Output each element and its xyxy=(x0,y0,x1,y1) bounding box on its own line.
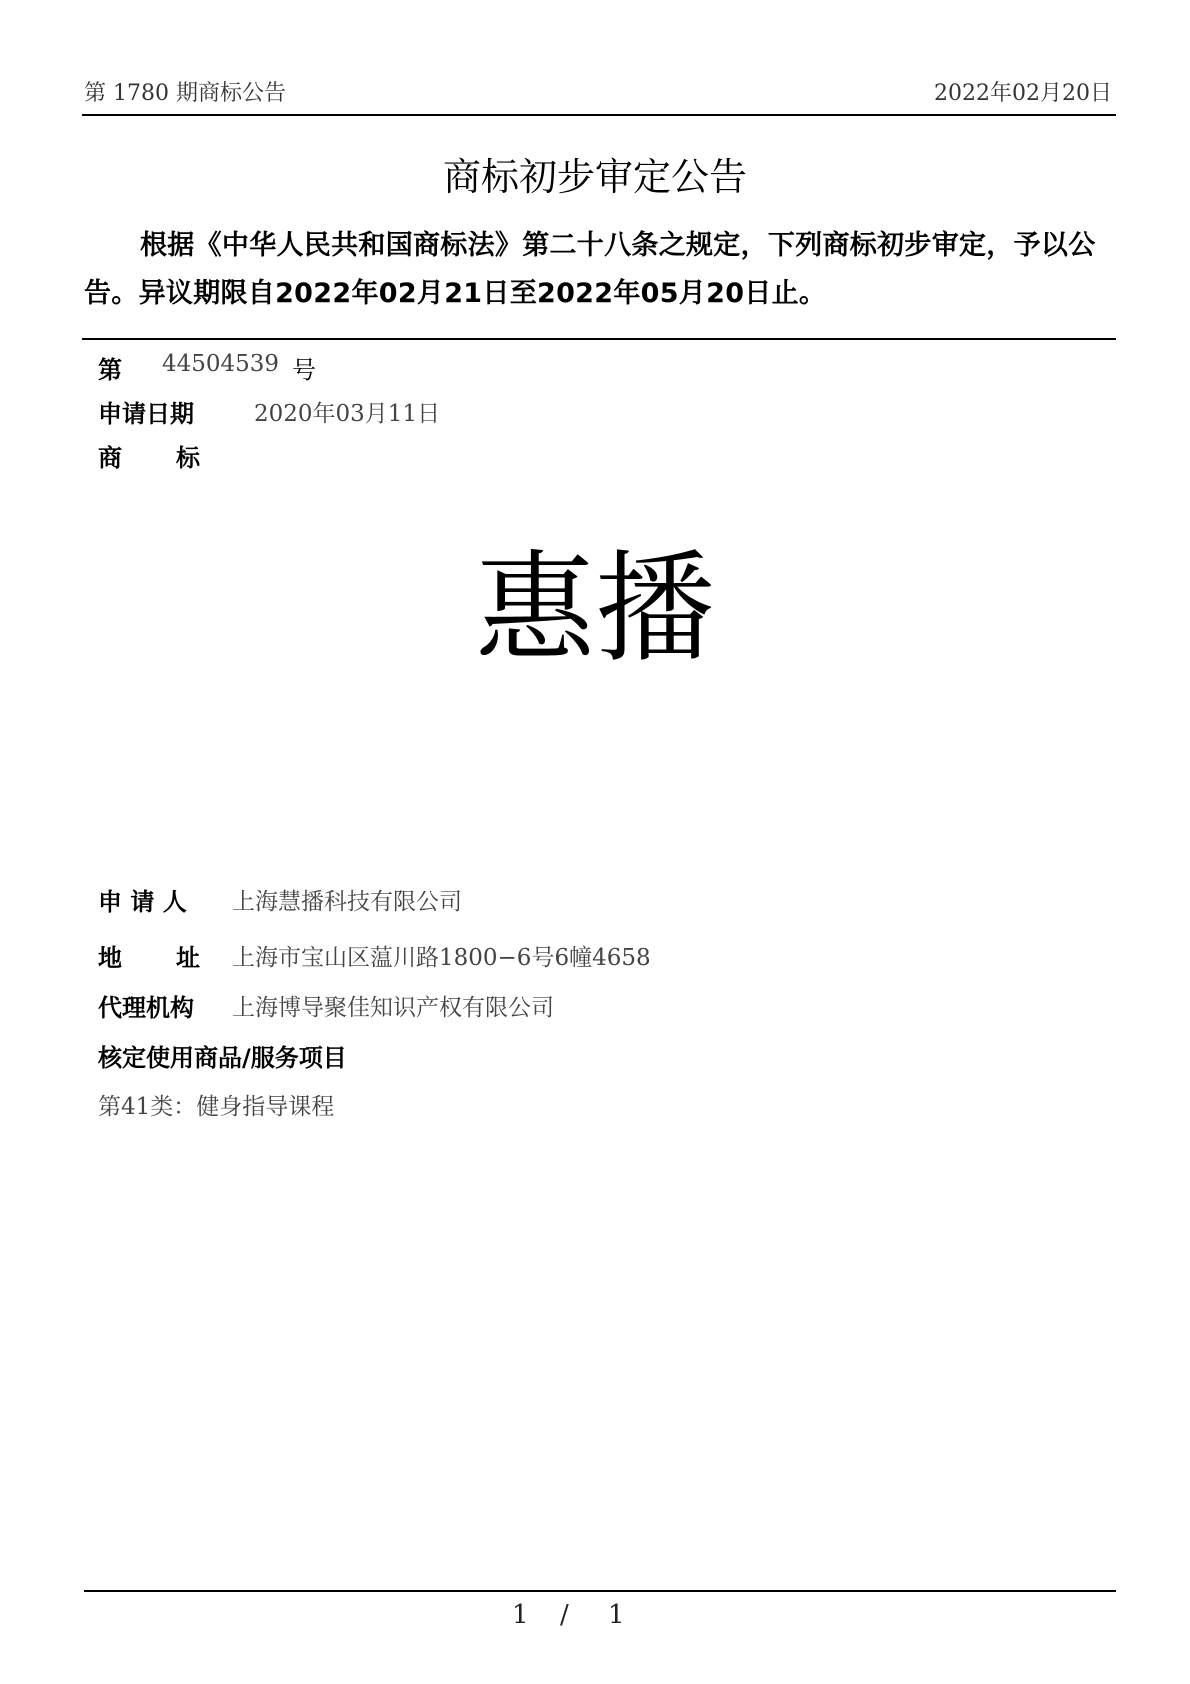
registration-number-prefix: 第 xyxy=(98,356,122,384)
section-divider xyxy=(82,338,1116,340)
agency-name: 上海博导聚佳知识产权有限公司 xyxy=(232,995,554,1021)
intro-paragraph: 根据《中华人民共和国商标法》第二十八条之规定，下列商标初步审定，予以公告。异议期限自2022年02月21日至2022年05月20日止。 xyxy=(84,230,1096,309)
page-current: 1 xyxy=(512,1600,529,1630)
application-date-label: 申请日期 xyxy=(98,400,194,428)
page-separator: / xyxy=(560,1600,569,1630)
application-date: 2020年03月11日 xyxy=(254,401,441,427)
footer-divider xyxy=(84,1590,1116,1592)
applicant-label: 申 请 人 xyxy=(98,888,187,916)
address-label: 地 址 xyxy=(98,944,202,972)
page-title: 商标初步审定公告 xyxy=(442,155,747,199)
trademark-text: 惠播 xyxy=(475,540,715,679)
publication-date: 2022年02月20日 xyxy=(934,81,1112,106)
header-divider xyxy=(82,114,1116,116)
agency-label: 代理机构 xyxy=(98,994,194,1022)
goods-services-item: 第41类：健身指导课程 xyxy=(98,1094,335,1120)
goods-services-label: 核定使用商品/服务项目 xyxy=(98,1044,347,1072)
trademark-label: 商 标 xyxy=(98,444,202,472)
page-total: 1 xyxy=(608,1600,625,1630)
registration-number: 44504539 xyxy=(162,351,280,377)
applicant-address: 上海市宝山区蕰川路1800−6号6幢4658 xyxy=(232,945,651,971)
registration-number-suffix: 号 xyxy=(292,356,316,384)
applicant-name: 上海慧播科技有限公司 xyxy=(232,889,462,915)
issue-number: 第 1780 期商标公告 xyxy=(84,81,286,106)
